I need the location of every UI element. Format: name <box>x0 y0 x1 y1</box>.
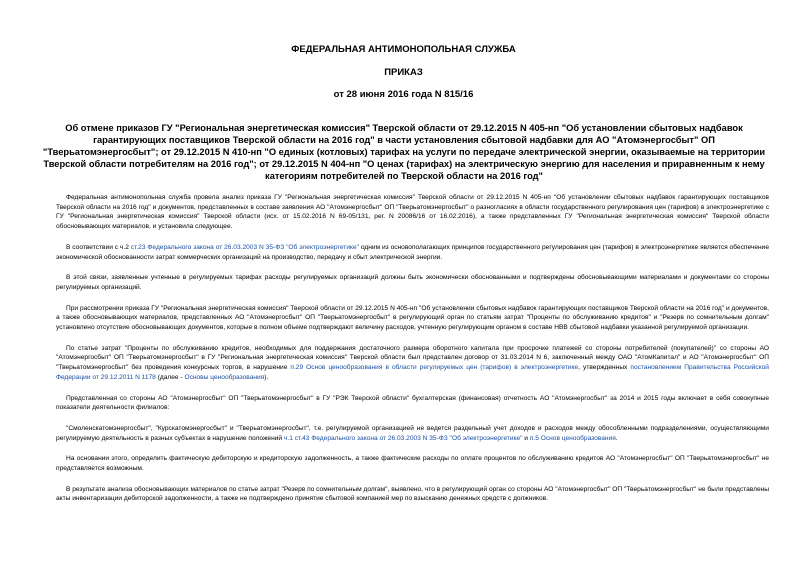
document-date-number: от 28 июня 2016 года N 815/16 <box>333 89 474 100</box>
link-article-43-law-35fz[interactable]: ч.1 ст.43 Федерального закона от 26.03.2003 N 35-ФЗ "Об электроэнергетике" <box>283 434 523 442</box>
link-pricing-basics[interactable]: Основы ценообразования <box>184 373 265 381</box>
paragraph-conclusion: На основании этого, определить фактическую дебиторскую и кредиторскую задолженность, а также фактические расходы по оплате процентов по обслуживанию кредитов АО "Атомэнергосбыт" ОП "Тверьатомэнергосбыт" не представляется возможным. <box>56 455 769 473</box>
text-span: (далее - <box>155 373 185 381</box>
paragraph-analysis: Федеральная антимонопольная служба провела анализ приказа ГУ "Региональная энергетическая комиссия" Тверской области от 29.12.2015 N 405-нп "Об установлении сбытовых надбавок гарантирующих поставщиков Тверской области на 2016 год" и документов, представленных в составе заявления АО "Атомэнергосбыт" ОП "Тверьатомэнергосбыт" о разногласиях в области государственного регулирования цен (тарифов) в электроэнергетике с ГУ "Региональная энергетическая комиссия" Тверской области (исх. от 15.02.2016 N 69-05/131, рег. N 20086/16 от 16.02.2016), а также представленных ГУ "Региональная энергетическая комиссия" Тверской области обосновывающих материалов, и установила следующее. <box>56 194 769 231</box>
link-article-23[interactable]: ст.23 <box>130 243 146 251</box>
text-span: , утвержденных <box>578 364 631 372</box>
link-pricing-basics-p29[interactable]: п.29 Основ ценообразования в области регулируемых цен (тарифов) в электроэнергетике <box>290 364 579 372</box>
paragraph-financial-reporting: Представленная со стороны АО "Атомэнергосбыт" ОП "Тверьатомэнергосбыт" в ГУ "РЭК Тверской области" бухгалтерская (финансовая) отчетность АО "Атомэнергосбыт" за 2014 и 2015 годы включает в себя совокупные показатели деятельности филиалов: <box>56 394 769 412</box>
document-body <box>56 193 769 515</box>
paragraph-loan-interest <box>56 344 769 383</box>
document-subject: Об отмене приказов ГУ "Региональная энергетическая комиссия" Тверской области от 29.12.2015 N 405-нп "Об установлении сбытовых надбавок гарантирующих поставщиков Тверской области на 2016 год" в части установления сбытовой надбавки для АО "Атомэнергосбыт" ОП "Тверьатомэнергосбыт"; от 29.12.2015 N 410-нп "О единых (котловых) тарифах на услуги по передаче электрической энергии, оказываемые на территории Тверской области потребителям на 2016 год"; от 29.12.2015 N 404-нп "О ценах (тарифах) на электрическую энергию для населения и приравненным к нему категориям потребителей по Тверской области на 2016 год" <box>42 123 766 181</box>
link-pricing-basics-p5[interactable]: п.5 Основ ценообразования <box>529 434 616 442</box>
text-span: и <box>522 434 530 442</box>
text-span: "Смоленскатомэнергосбыт", "Курскатомэнергосбыт" и "Тверьатомэнергосбыт", т.е. регулируемой организацией не ведется раздельный учет доходов и расходов между обособленными подразделениями, осуществляющими регулируемую деятельность в разных субъектах в нарушение положений <box>56 424 769 442</box>
paragraph-justification: В этой связи, заявленные учтенные в регулируемых тарифах расходы регулируемых организаций должны быть экономически обоснованными и подтверждены обосновывающими материалами и документами со стороны регулируемых организаций. <box>56 274 769 291</box>
paragraph-branches <box>56 424 769 443</box>
link-federal-law-35fz[interactable]: Федерального закона от 26.03.2003 N 35-ФЗ "Об электроэнергетике" <box>147 243 359 251</box>
document-type: ПРИКАЗ <box>384 67 423 78</box>
text-span: одним из основополагающих принципов государственного регулирования цен (тарифов) в электроэнергетике является обеспечение экономической обоснованности затрат коммерческих организаций на производство, передачу и сбыт электрической энергии. <box>56 243 769 261</box>
text-span: ). <box>264 373 269 381</box>
agency-title: ФЕДЕРАЛЬНАЯ АНТИМОНОПОЛЬНАЯ СЛУЖБА <box>291 44 516 55</box>
text-span: В соответствии с ч.2 <box>66 243 131 251</box>
paragraph-review: При рассмотрении приказа ГУ "Региональная энергетическая комиссия" Тверской области от 29.12.2015 N 405-нп "Об установлении сбытовых надбавок гарантирующих поставщиков Тверской области на 2016 год" и документов, а также обосновывающих материалов, представленных АО "Атомэнергосбыт" ОП "Тверьатомэнергосбыт" в регулирующий орган по статьям затрат "Проценты по обслуживанию кредитов" и "Резерв по сомнительным долгам" установлено отсутствие обосновывающих документов, которые в полном объеме подтверждают величину расходов, учтенную регулирующим органом в составе НВВ сбытовой надбавки указанной регулируемой организации. <box>56 304 769 332</box>
paragraph-doubtful-debts: В результате анализа обосновывающих материалов по статье затрат "Резерв по сомнительным долгам", выявлено, что в регулирующий орган со стороны АО "Атомэнергосбыт" ОП "Тверьатомэнергосбыт" не были представлены акты инвентаризации дебиторской задолженности, а также не подтверждено принятие сбытовой компанией мер по взысканию денежных средств с должников. <box>56 485 769 503</box>
link-government-decree-1178[interactable]: постановлением Правительства Российской Федерации от 29.12.2011 N 1178 <box>56 364 769 381</box>
paragraph-legal-basis <box>56 243 769 262</box>
text-span: . <box>615 434 618 442</box>
text-span: По статье затрат "Проценты по обслуживанию кредитов, необходимых для поддержания достаточного размера оборотного капитала при просрочке платежей со стороны потребителей (покупателей)" со стороны АО "Атомэнергосбыт" ОП "Тверьатомэнергосбыт" в ГУ "Региональная энергетическая комиссия" Тверской области был представлен договор от 31.03.2014 N 6, заключенный между ОАО "АтомКапитал" и АО "Атомэнергосбыт" ОП "Тверьатомэнергосбыт" без проведения конкурсных торгов, в нарушение <box>56 344 769 372</box>
